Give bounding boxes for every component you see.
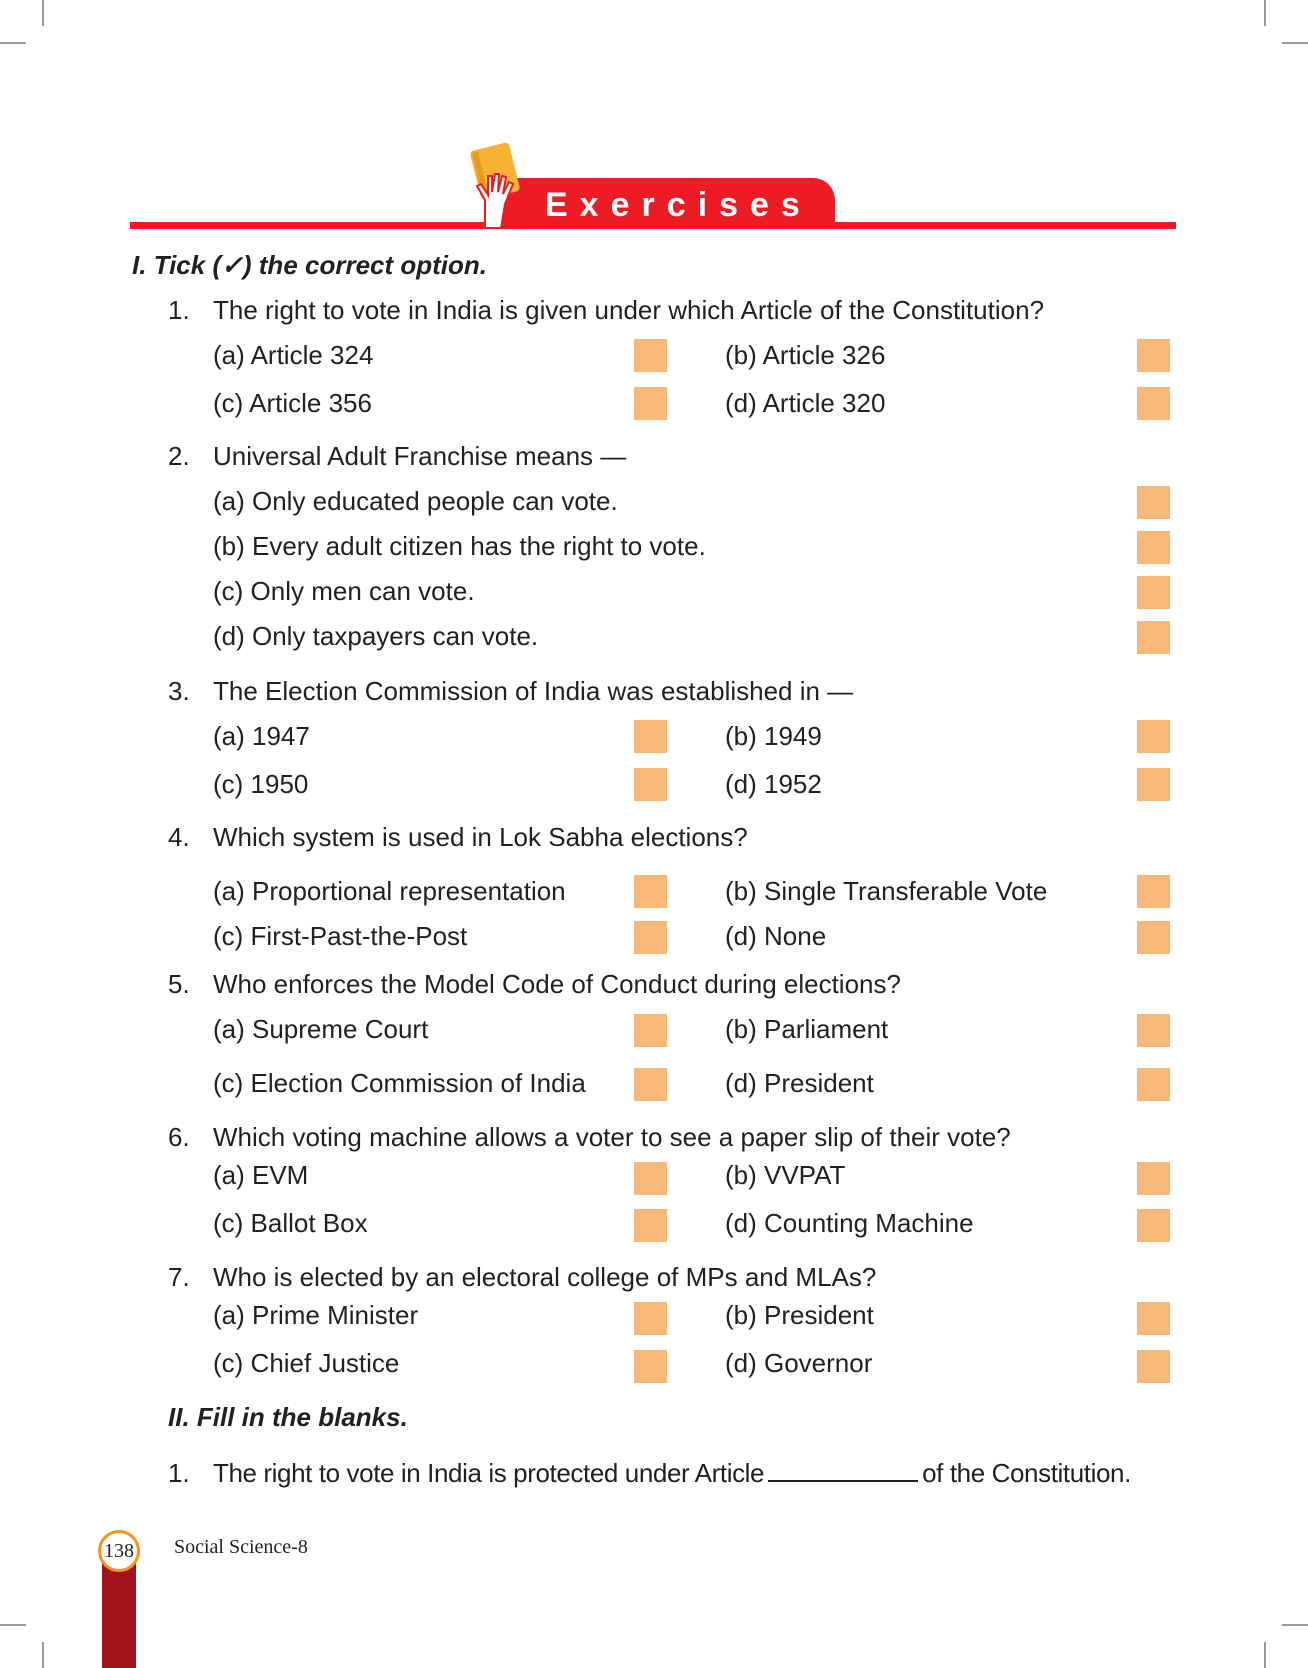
option-c: (c) Ballot Box (213, 1208, 368, 1238)
answer-checkbox[interactable] (634, 720, 667, 753)
answer-checkbox[interactable] (1137, 875, 1170, 908)
section-heading: II. Fill in the blanks. (168, 1402, 408, 1432)
book-hand-icon (455, 140, 535, 230)
crop-mark (1282, 1624, 1308, 1626)
answer-checkbox[interactable] (634, 768, 667, 801)
question-number: 2. (168, 441, 190, 471)
question-number: 5. (168, 969, 190, 999)
answer-checkbox[interactable] (634, 1068, 667, 1101)
option-d: (d) Governor (725, 1348, 873, 1378)
question-text: The right to vote in India is given under which Article of the Constitution? (213, 295, 1045, 325)
option-d: (d) President (725, 1068, 874, 1098)
option-a: (a) Prime Minister (213, 1300, 419, 1330)
question-text: The Election Commission of India was established in — (213, 676, 854, 706)
option-c: (c) 1950 (213, 769, 309, 799)
answer-checkbox[interactable] (1137, 1350, 1170, 1383)
option-b: (b) Single Transferable Vote (725, 876, 1048, 906)
answer-checkbox[interactable] (1137, 339, 1170, 372)
book-title: Social Science-8 (174, 1536, 308, 1558)
exercises-header (130, 140, 1176, 230)
answer-checkbox[interactable] (1137, 1068, 1170, 1101)
option-a: (a) EVM (213, 1160, 309, 1190)
option-c: (c) First-Past-the-Post (213, 921, 468, 951)
option-b: (b) President (725, 1300, 874, 1330)
question-text: Which system is used in Lok Sabha elections? (213, 822, 748, 852)
option-d: (d) Only taxpayers can vote. (213, 621, 539, 651)
option-c: (c) Article 356 (213, 388, 372, 418)
crop-mark (42, 1642, 44, 1668)
answer-checkbox[interactable] (1137, 1209, 1170, 1242)
answer-checkbox[interactable] (634, 1302, 667, 1335)
option-d: (d) Counting Machine (725, 1208, 974, 1238)
option-b: (b) Article 326 (725, 340, 886, 370)
answer-checkbox[interactable] (634, 339, 667, 372)
option-d: (d) 1952 (725, 769, 822, 799)
option-d: (d) None (725, 921, 827, 951)
question-text: Who is elected by an electoral college of MPs and MLAs? (213, 1262, 877, 1292)
answer-checkbox[interactable] (1137, 768, 1170, 801)
answer-checkbox[interactable] (634, 875, 667, 908)
question-text: Which voting machine allows a voter to see a paper slip of their vote? (213, 1122, 1011, 1152)
page-number: 138 (98, 1530, 140, 1572)
question-text: Universal Adult Franchise means — (213, 441, 627, 471)
fill-text-after: of the Constitution. (922, 1458, 1131, 1488)
option-c: (c) Chief Justice (213, 1348, 400, 1378)
question-number: 3. (168, 676, 190, 706)
section-heading: I. Tick (✓) the correct option. (132, 250, 488, 280)
question-number: 4. (168, 822, 190, 852)
answer-checkbox[interactable] (634, 1209, 667, 1242)
crop-mark (0, 1624, 26, 1626)
option-a: (a) Proportional representation (213, 876, 566, 906)
option-a: (a) 1947 (213, 721, 310, 751)
option-a: (a) Supreme Court (213, 1014, 429, 1044)
answer-checkbox[interactable] (1137, 921, 1170, 954)
question-text (213, 1458, 1131, 1489)
answer-checkbox[interactable] (1137, 576, 1170, 609)
answer-checkbox[interactable] (1137, 1162, 1170, 1195)
option-a: (a) Only educated people can vote. (213, 486, 618, 516)
answer-checkbox[interactable] (1137, 486, 1170, 519)
option-b: (b) Every adult citizen has the right to vote. (213, 531, 706, 561)
question-number: 1. (168, 1458, 190, 1488)
answer-checkbox[interactable] (1137, 387, 1170, 420)
option-d: (d) Article 320 (725, 388, 886, 418)
answer-checkbox[interactable] (634, 1162, 667, 1195)
crop-mark (1264, 1642, 1266, 1668)
answer-checkbox[interactable] (634, 1014, 667, 1047)
option-a: (a) Article 324 (213, 340, 374, 370)
crop-mark (42, 0, 44, 26)
crop-mark (1282, 42, 1308, 44)
blank-line[interactable] (768, 1458, 918, 1482)
header-title: Exercises (545, 186, 812, 224)
answer-checkbox[interactable] (634, 387, 667, 420)
answer-checkbox[interactable] (1137, 531, 1170, 564)
option-b: (b) VVPAT (725, 1160, 846, 1190)
question-number: 1. (168, 295, 190, 325)
answer-checkbox[interactable] (1137, 1014, 1170, 1047)
answer-checkbox[interactable] (1137, 621, 1170, 654)
option-b: (b) 1949 (725, 721, 822, 751)
question-number: 7. (168, 1262, 190, 1292)
answer-checkbox[interactable] (1137, 1302, 1170, 1335)
question-text: Who enforces the Model Code of Conduct during elections? (213, 969, 901, 999)
crop-mark (1264, 0, 1266, 26)
option-c: (c) Only men can vote. (213, 576, 475, 606)
answer-checkbox[interactable] (634, 1350, 667, 1383)
question-number: 6. (168, 1122, 190, 1152)
fill-text-before: The right to vote in India is protected under Article (213, 1458, 765, 1488)
option-b: (b) Parliament (725, 1014, 889, 1044)
crop-mark (0, 42, 26, 44)
option-c: (c) Election Commission of India (213, 1068, 586, 1098)
answer-checkbox[interactable] (1137, 720, 1170, 753)
answer-checkbox[interactable] (634, 921, 667, 954)
